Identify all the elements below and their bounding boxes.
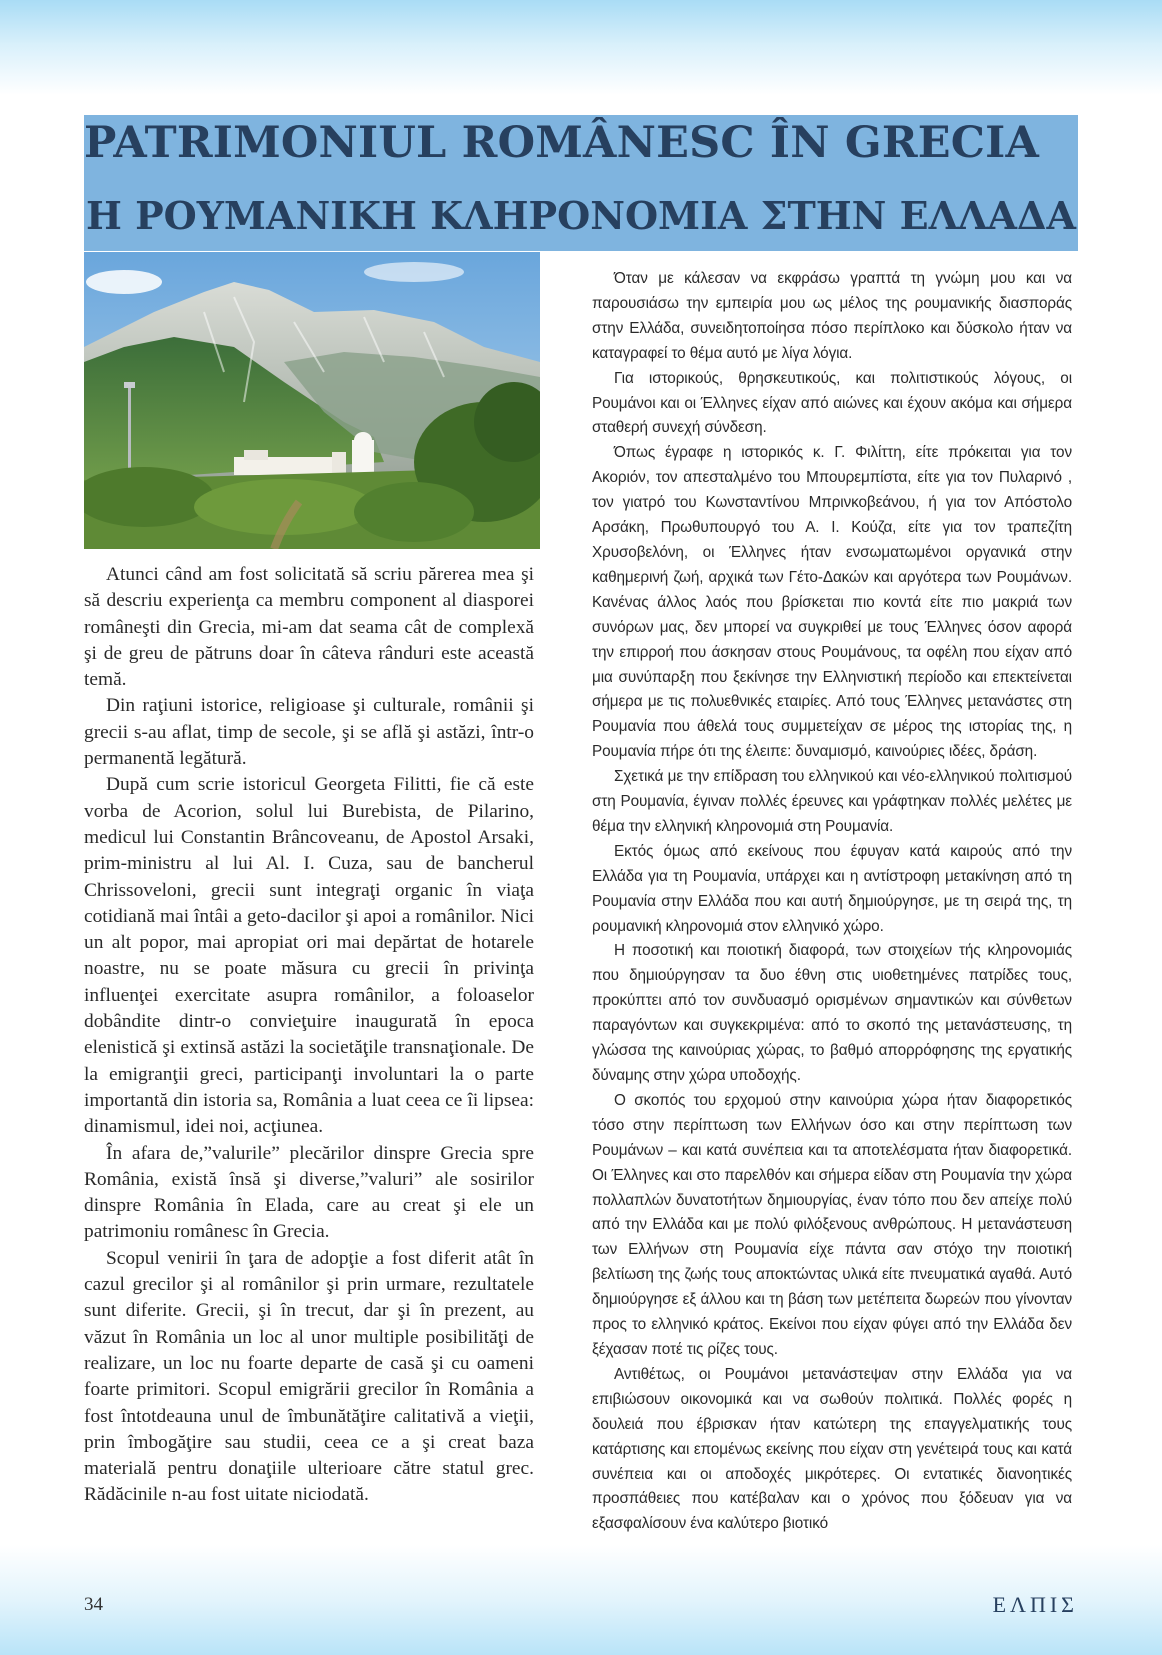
paragraph: Scopul venirii în ţara de adopţie a fost diferit atât în cazul grecilor şi al românilor şi prin urmare, rezultatele sunt diferite. Grecii, şi în trecut, dar şi în prezent, au văzut în România un loc al unor multiple posibilităţi de realizare, un loc nu foarte departe de casă şi cu oameni foarte primitori. Scopul emigrării grecilor în România a fost întotdeauna unul de îmbunătăţire calitativă a vieţii, prin îmbogăţire sau studii, ceea ce a şi creat baza materială pentru donaţiile ulterioare către statul grec. Rădăcinile n-au fost uitate niciodată.	[84, 1247, 534, 1506]
paragraph: În afara de,”valurile” plecărilor dinspre Grecia spre România, există însă şi diverse,”valuri” ale sosirilor dinspre România în Elada, care au creat şi ele un patrimoniu românesc în Grecia.	[84, 1142, 534, 1243]
paragraph: Ο σκοπός του ερχομού στην καινούρια χώρα ήταν διαφορετικός τόσο στην περίπτωση των Ελλήνων όσο και στην περίπτωση των Ρουμάνων – και κατά συνέπεια και τα αποτελέσματα ήταν διαφορετικά. Οι Έλληνες και στο παρελθόν και σήμερα είδαν στη Ρουμανία την χώρα πολλαπλών δυνατοτήτων δημιουργίας, έναν τόπο που δεν απείχε πολύ από την Ελλάδα και με πολύ φιλόξενους ανθρώπους. Η μετανάστευση των Ελλήνων στη Ρουμανία είχε πάντα σαν στόχο την ποιοτική βελτίωση της ζωής τους αποκτώντας υλικά είτε πνευματικά αγαθά. Αυτό δημιούργησε εξ άλλου και τη βάση των μετέπειτα δωρεών που γίνονταν προς το ελληνικό κράτος. Εκείνοι που είχαν φύγει από την Ελλάδα δεν ξέχασαν ποτέ τις ρίζες τους.	[592, 1091, 1072, 1358]
article-greek	[592, 267, 1072, 1537]
title-greek: Η ΡΟΥΜΑΝΙΚΗ ΚΛΗΡΟΝΟΜΙΑ ΣΤΗΝ ΕΛΛΑΔΑ	[85, 193, 1076, 238]
mountain-monastery-photo	[84, 252, 540, 549]
paragraph: Din raţiuni istorice, religioase şi culturale, românii şi grecii s-au aflat, timp de secole, şi se află şi astăzi, într-o permanentă legătură.	[84, 695, 534, 770]
paragraph: Η ποσοτική και ποιοτική διαφορά, των στοιχείων τής κληρονομιάς που δημιούργησαν τα δυο έθνη στις υιοθετημένες πατρίδες τους, προκύπτει από τον συνδυασμό ορισμένων σημαντικών και σύνθετων παραγόντων και συγκεκριμένα: από το σκοπό της μετανάστευσης, τη γλώσσα της καινούριας χώρας, το βαθμό απορρόφησης της εργατικής δύναμης στην χώρα υποδοχής.	[592, 942, 1072, 1084]
article-romanian	[84, 562, 534, 1509]
page-number: 34	[84, 1594, 103, 1615]
paragraph: Αντιθέτως, οι Ρουμάνοι μετανάστεψαν στην Ελλάδα για να επιβιώσουν οικονομικά και να σωθούν πολιτικά. Πολλές φορές η δουλειά που έβρισκαν ήταν κατώτερη της επαγγελματικής τους κατάρτισης και επομένως εκείνης που είχαν στη γενέτειρά τους και κατά συνέπεια και οι αποδοχές μικρότερες. Οι εντατικές διανοητικές προσπάθειες που κατέβαλαν και ο χρόνος που ξόδευαν για να εξασφαλίσουν ένα καλύτερο βιοτικό	[592, 1365, 1072, 1533]
paragraph: Atunci când am fost solicitată să scriu părerea mea şi să descriu experienţa ca membru component al diasporei româneşti din Grecia, mi-am dat seama cât de complexă şi de greu de pătruns doar în câteva rânduri este această temă.	[84, 564, 534, 691]
magazine-name: ΕΛΠΙΣ	[992, 1592, 1078, 1617]
paragraph: Όταν με κάλεσαν να εκφράσω γραπτά τη γνώμη μου και να παρουσιάσω την εμπειρία μου ως μέλος της ρουμανικής διασποράς στην Ελλάδα, συνειδητοποίησα πόσο περίπλοκο και δύσκολο ήταν να καταγραφεί το θέμα αυτό με λίγα λόγια.	[592, 270, 1072, 362]
title-romanian: PATRIMONIUL ROMÂNESC ÎN GRECIA	[84, 118, 1040, 168]
paragraph: Σχετικά με την επίδραση του ελληνικού και νέο-ελληνικού πολιτισμού στη Ρουμανία, έγιναν πολλές έρευνες και γράφτηκαν πολλές μελέτες με θέμα την ελληνική κληρονομιά στη Ρουμανία.	[592, 768, 1072, 835]
paragraph: Για ιστορικούς, θρησκευτικούς, και πολιτιστικούς λόγους, οι Ρουμάνοι και οι Έλληνες είχαν από αιώνες και έχουν ακόμα και σήμερα σταθερή συνεχή σύνδεση.	[592, 369, 1072, 437]
paragraph: După cum scrie istoricul Georgeta Filitti, fie că este vorba de Acorion, solul lui Burebista, de Pilarino, medicul lui Constantin Brâncoveanu, de Apostol Arsaki, prim-ministru al lui Al. I. Cuza, sau de bancherul Chrissoveloni, grecii sunt integraţi organic în viaţa cotidiană mai întâi a geto-dacilor şi apoi a românilor. Nici un alt popor, mai apropiat ori mai depărtat de hotarele noastre, nu se poate măsura cu grecii în privinţa influenţei exercitate asupra românilor, a foloaselor dobândite dintr-o convieţuire inaugurată în epoca elenistică şi extinsă astăzi la societăţile transnaţionale. De la emigranţii greci, participanţi involuntari la o parte importantă din istoria sa, România a luat ceea ce îi lipsea: dinamismul, idei noi, acţiunea.	[84, 774, 534, 1138]
paragraph: Όπως έγραφε η ιστορικός κ. Γ. Φιλίττη, είτε πρόκειται για τον Ακοριόν, τον απεσταλμένο του Μπουρεμπίστα, είτε για τον Πυλαρινό , τον γιατρό του Κωνσταντίνου Μπρινκοβεάνου, ή για τον Απόστολο Αρσάκη, Πρωθυπουργό του Α. Ι. Κούζα, είτε για τον τραπεζίτη Χρυσοβελόνη, οι Έλληνες ήταν ενσωματωμένοι οργανικά στην καθημερινή ζωή, αρχικά των Γέτο-Δακών και αργότερα των Ρουμάνων. Κανένας άλλος λαός που βρίσκεται πιο κοντά είτε πιο μακριά των συνόρων μας, δεν μπορεί να συγκριθεί με τους Έλληνες όσον αφορά την επιρροή που άσκησαν στους Ρουμάνους, τα οφέλη που είχαν από μια συνύπαρξη που ξεκίνησε την Ελληνιστική περίοδο και επεκτείνεται σήμερα με τις πολυεθνικές εταιρίες. Από τους Έλληνες μετανάστες στη Ρουμανία που άθελά τους συμμετείχαν σε μέρος της ιστορίας της, η Ρουμανία πήρε ότι της έλειπε: δυναμισμό, καινούριες ιδέες, δράση.	[592, 444, 1072, 761]
paragraph: Εκτός όμως από εκείνους που έφυγαν κατά καιρούς από την Ελλάδα για τη Ρουμανία, υπάρχει και η αντίστροφη μετακίνηση από τη Ρουμανία στην Ελλάδα που και αυτή δημιούργησε, με τη σειρά της, τη ρουμανική κληρονομιά στον ελληνικό χώρο.	[592, 842, 1072, 935]
